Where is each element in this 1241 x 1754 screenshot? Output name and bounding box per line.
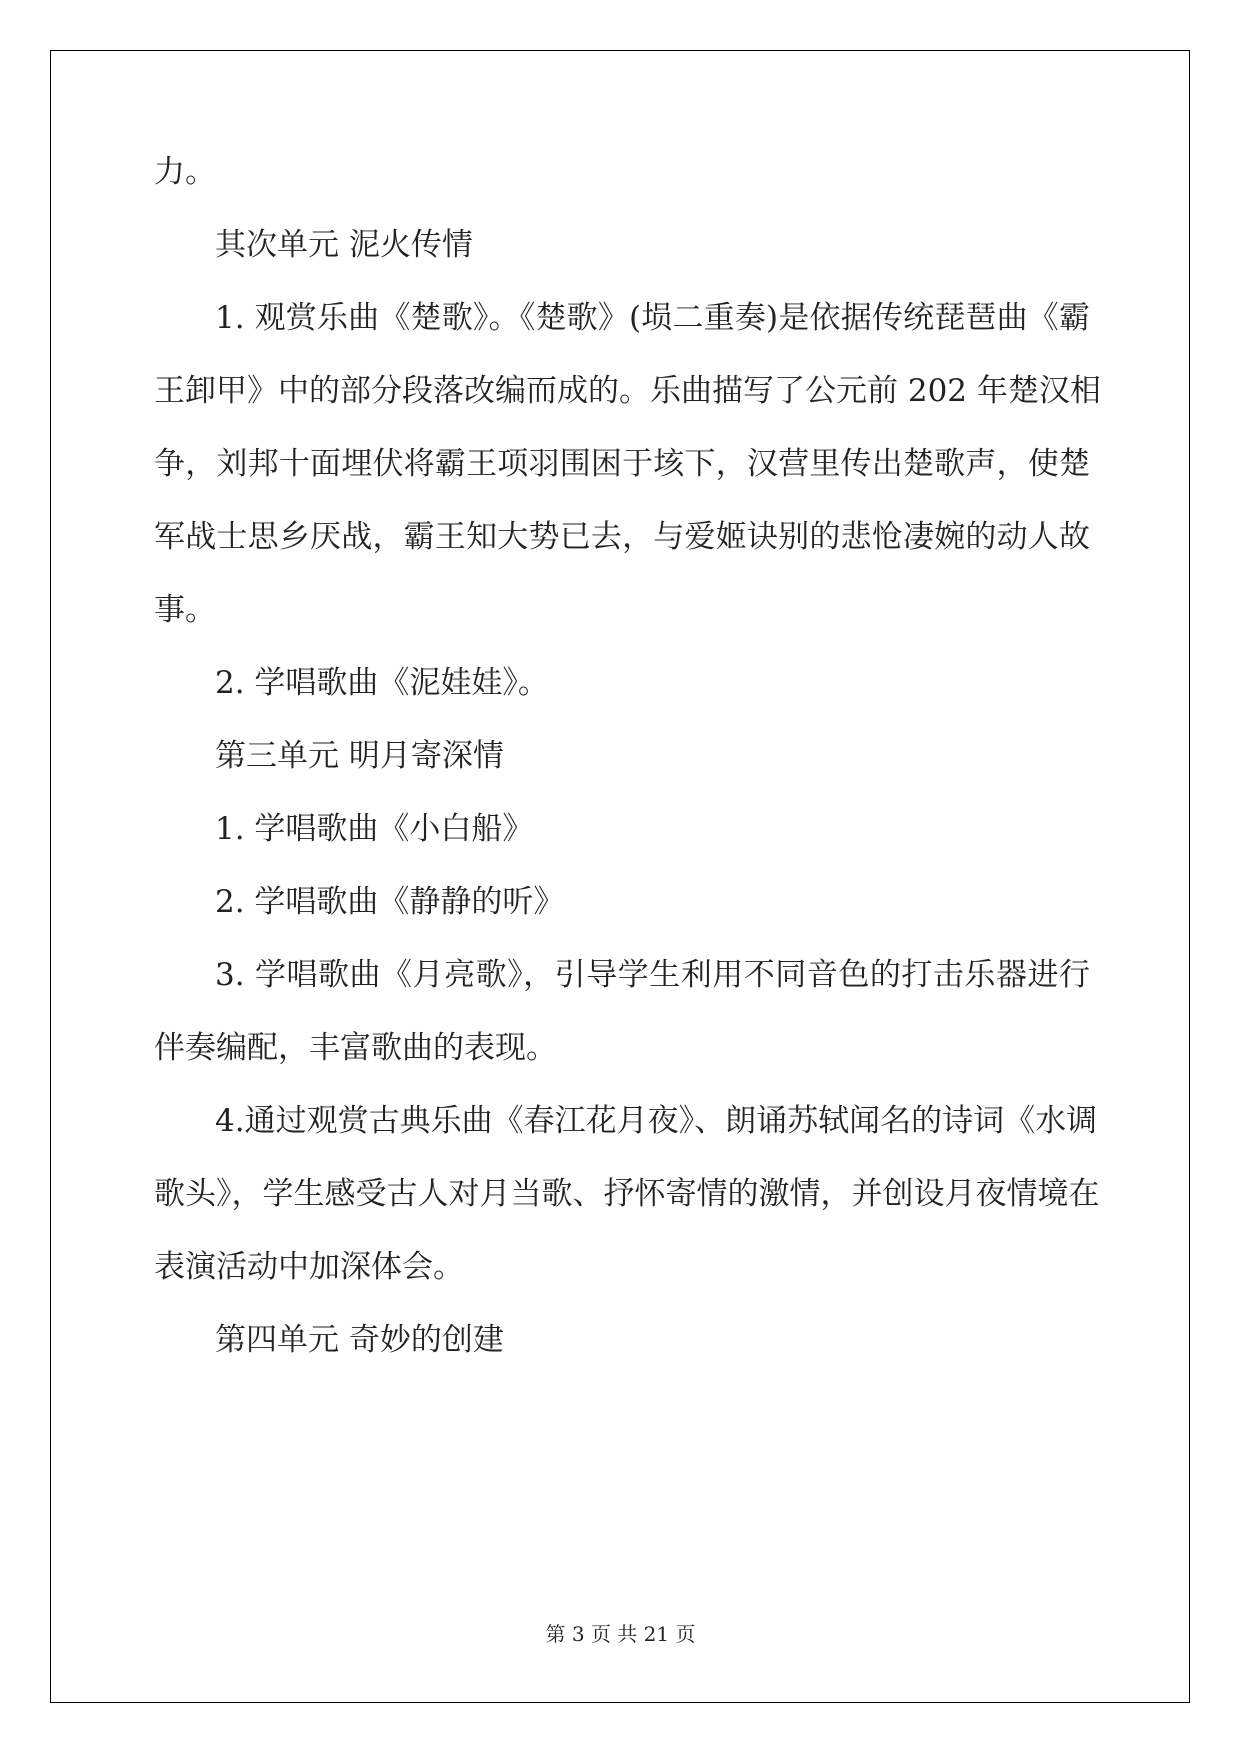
section-heading: 其次单元 泥火传情 <box>215 227 473 263</box>
text-line: 伴奏编配，丰富歌曲的表现。 <box>154 1030 557 1066</box>
text-line: 2. 学唱歌曲《泥娃娃》。 <box>215 665 549 701</box>
text-line: 3. 学唱歌曲《月亮歌》，引导学生利用不同音色的打击乐器进行 <box>215 957 1090 993</box>
text-line: 4.通过观赏古典乐曲《春江花月夜》、朗诵苏轼闻名的诗词《水调 <box>215 1103 1098 1139</box>
text-line: 军战士思乡厌战，霸王知大势已去，与爱姬诀别的悲怆凄婉的动人故 <box>154 519 1090 555</box>
text-line: 表演活动中加深体会。 <box>154 1249 464 1285</box>
page-number: 第 3 页 共 21 页 <box>545 1622 696 1646</box>
text-line: 王卸甲》中的部分段落改编而成的。乐曲描写了公元前 202 年楚汉相 <box>154 373 1101 409</box>
text-line: 2. 学唱歌曲《静静的听》 <box>215 884 565 920</box>
text-line: 力。 <box>154 154 216 190</box>
text-line: 1. 学唱歌曲《小白船》 <box>215 811 534 847</box>
text-line: 歌头》，学生感受古人对月当歌、抒怀寄情的激情，并创设月夜情境在 <box>154 1176 1100 1212</box>
text-line: 争，刘邦十面埋伏将霸王项羽围困于垓下，汉营里传出楚歌声，使楚 <box>154 446 1090 482</box>
section-heading: 第三单元 明月寄深情 <box>215 738 504 774</box>
text-line: 事。 <box>154 592 216 628</box>
section-heading: 第四单元 奇妙的创建 <box>215 1322 504 1358</box>
text-line: 1. 观赏乐曲《楚歌》。《楚歌》(埙二重奏)是依据传统琵琶曲《霸 <box>215 300 1090 336</box>
